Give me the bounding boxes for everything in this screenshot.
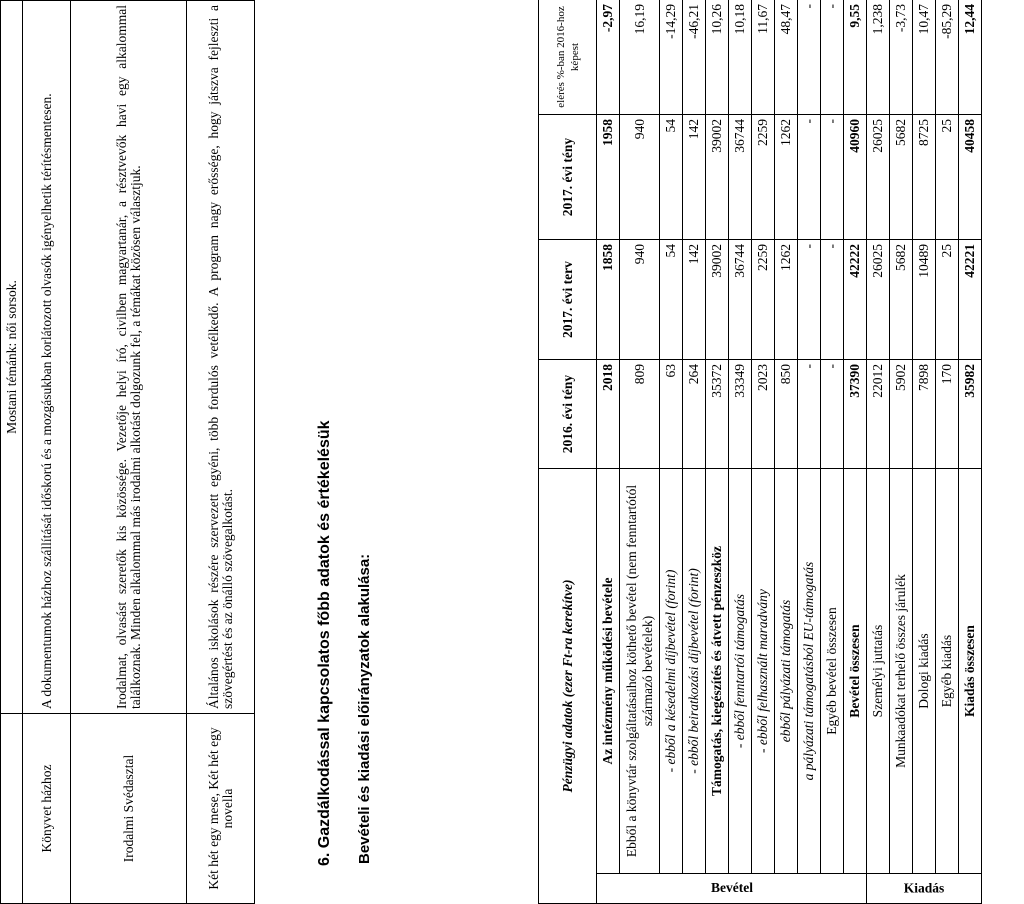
cell-2017-actual: 26025 — [867, 115, 890, 240]
cell-2017-actual: 39002 — [706, 115, 729, 240]
cell-2016: 7898 — [913, 360, 936, 469]
cell-percent: 48,47 — [775, 0, 798, 115]
cell-2016: 2018 — [597, 360, 620, 469]
cell-2016: 2023 — [752, 360, 775, 469]
program-row — [71, 1, 187, 904]
cell-2016: 63 — [660, 360, 683, 469]
row-label: Kiadás összesen — [959, 469, 982, 874]
group-label-income-text: Bevétel — [710, 880, 753, 896]
table-row — [913, 0, 936, 904]
cell-2016: - — [798, 360, 821, 469]
program-header-empty — [1, 714, 23, 904]
cell-2017-actual: 5682 — [890, 115, 913, 240]
table-row — [597, 0, 620, 904]
finance-header-2016-actual: 2016. évi tény — [539, 360, 597, 469]
group-label-income — [597, 874, 867, 904]
cell-2017-plan: 54 — [660, 240, 683, 360]
row-label: Munkaadókat terhelő összes járulék — [890, 469, 913, 874]
cell-2017-plan: - — [821, 240, 844, 360]
cell-percent: 12,44 — [959, 0, 982, 115]
row-label: ebből pályázati támogatás — [775, 469, 798, 874]
cell-2016: 35372 — [706, 360, 729, 469]
section-title: 6. Gazdálkodással kapcsolatos főbb adatok és értékelésük — [316, 420, 333, 866]
row-label: Dologi kiadás — [913, 469, 936, 874]
cell-percent: -85,29 — [936, 0, 959, 115]
cell-2017-plan: - — [798, 240, 821, 360]
cell-2016: 35982 — [959, 360, 982, 469]
table-row — [706, 0, 729, 904]
finance-header-label: Pénzügyi adatok (ezer Ft-ra kerekítve) — [539, 469, 597, 904]
cell-2016: 37390 — [844, 360, 867, 469]
finance-header-percent: elérés %-ban 2016-hoz képest — [539, 0, 597, 115]
cell-2017-plan: 5682 — [890, 240, 913, 360]
cell-2016: 22012 — [867, 360, 890, 469]
cell-percent: -46,21 — [683, 0, 706, 115]
cell-2016: 809 — [620, 360, 660, 469]
program-header-text: Mostani témánk: női sorsok. — [1, 1, 23, 714]
cell-2016: - — [821, 360, 844, 469]
cell-2017-actual: 142 — [683, 115, 706, 240]
program-name: Két hét egy mese, Két hét egy novella — [187, 714, 255, 904]
program-row — [187, 1, 255, 904]
table-row — [867, 0, 890, 904]
table-row — [752, 0, 775, 904]
cell-percent: 16,19 — [620, 0, 660, 115]
table-row — [821, 0, 844, 904]
finance-header-2017-plan: 2017. évi terv — [539, 240, 597, 360]
cell-2017-plan: 42222 — [844, 240, 867, 360]
table-row — [620, 0, 660, 904]
cell-2017-actual: 1958 — [597, 115, 620, 240]
row-label: Támogatás, kiegészítés és átvett pénzeszköz — [706, 469, 729, 874]
cell-2017-actual: - — [821, 115, 844, 240]
table-row — [660, 0, 683, 904]
cell-percent: -14,29 — [660, 0, 683, 115]
row-label: - ebből fenntartói támogatás — [729, 469, 752, 874]
cell-percent: 9,55 — [844, 0, 867, 115]
cell-2017-actual: 36744 — [729, 115, 752, 240]
cell-2017-plan: 25 — [936, 240, 959, 360]
cell-percent: 1,238 — [867, 0, 890, 115]
finance-header-row — [539, 0, 597, 904]
table-row — [844, 0, 867, 904]
cell-2017-actual: 54 — [660, 115, 683, 240]
cell-2017-plan: 1858 — [597, 240, 620, 360]
finance-table — [538, 0, 982, 904]
finance-header-2017-actual: 2017. évi tény — [539, 115, 597, 240]
cell-2017-plan: 42221 — [959, 240, 982, 360]
row-label: Személyi juttatás — [867, 469, 890, 874]
cell-2017-plan: 142 — [683, 240, 706, 360]
cell-percent: 10,26 — [706, 0, 729, 115]
row-label: Ebből a könyvtár szolgáltatásaihoz köthető bevétel (nem fenntartótól származó bevételek) — [620, 469, 660, 874]
row-label: Egyéb bevétel összesen — [821, 469, 844, 874]
program-name: Irodalmi Svédasztal — [71, 714, 187, 904]
cell-2017-actual: 40458 — [959, 115, 982, 240]
table-row — [959, 0, 982, 904]
cell-percent: 10,18 — [729, 0, 752, 115]
program-table — [0, 0, 255, 904]
row-label: Az intézmény működési bevétele — [597, 469, 620, 874]
cell-2017-actual: 2259 — [752, 115, 775, 240]
table-row — [890, 0, 913, 904]
cell-2016: 5902 — [890, 360, 913, 469]
row-label: - ebből a késedelmi díjbevétel (forint) — [660, 469, 683, 874]
cell-percent: 10,47 — [913, 0, 936, 115]
cell-percent: 11,67 — [752, 0, 775, 115]
cell-2016: 170 — [936, 360, 959, 469]
cell-2017-actual: 25 — [936, 115, 959, 240]
row-label: - ebből beiratkozási díjbevétel (forint) — [683, 469, 706, 874]
group-label-expense — [867, 874, 982, 904]
cell-2017-plan: 10489 — [913, 240, 936, 360]
group-label-expense-text: Kiadás — [903, 880, 945, 896]
table-row — [775, 0, 798, 904]
cell-2016: 33349 — [729, 360, 752, 469]
program-header-row — [1, 1, 23, 904]
cell-2017-plan: 940 — [620, 240, 660, 360]
cell-2017-plan: 39002 — [706, 240, 729, 360]
cell-2017-actual: 8725 — [913, 115, 936, 240]
cell-percent: - — [798, 0, 821, 115]
cell-2017-plan: 36744 — [729, 240, 752, 360]
cell-2017-plan: 2259 — [752, 240, 775, 360]
table-row — [936, 0, 959, 904]
table-row — [798, 0, 821, 904]
row-label: Egyéb kiadás — [936, 469, 959, 874]
cell-2017-actual: 940 — [620, 115, 660, 240]
cell-2017-actual: 40960 — [844, 115, 867, 240]
row-label: - ebből felhasznált maradvány — [752, 469, 775, 874]
cell-2017-plan: 1262 — [775, 240, 798, 360]
program-row — [23, 1, 71, 904]
cell-2017-actual: 1262 — [775, 115, 798, 240]
cell-2016: 850 — [775, 360, 798, 469]
section-subtitle: Bevételi és kiadási előirányzatok alakulása: — [356, 553, 373, 864]
cell-2017-actual: - — [798, 115, 821, 240]
cell-percent: -3,73 — [890, 0, 913, 115]
table-row — [683, 0, 706, 904]
cell-percent: - — [821, 0, 844, 115]
program-desc: A dokumentumok házhoz szállítását időskorú és a mozgásukban korlátozott olvasók igényelhetik térítésmentesen. — [23, 1, 71, 714]
program-name: Könyvet házhoz — [23, 714, 71, 904]
cell-percent: -2,97 — [597, 0, 620, 115]
table-row — [729, 0, 752, 904]
row-label: Bevétel összesen — [844, 469, 867, 874]
program-desc: Általános iskolások részére szervezett egyéni, több fordulós vetélkedő. A program nagy erőssége, hogy játszva fejleszti a szövegértést és az önálló szövegalkotást. — [187, 1, 255, 714]
cell-2017-plan: 26025 — [867, 240, 890, 360]
row-label: a pályázati támogatásból EU-támogatás — [798, 469, 821, 874]
program-desc: Irodalmat, olvasást szeretők kis közössége. Vezetője helyi író, civilben magyartanár, a résztvevők havi egy alkalommal találkoznak. Minden alkalommal más irodalmi alkotást dolgozunk fel, a témákat közösen választjuk. — [71, 1, 187, 714]
cell-2016: 264 — [683, 360, 706, 469]
